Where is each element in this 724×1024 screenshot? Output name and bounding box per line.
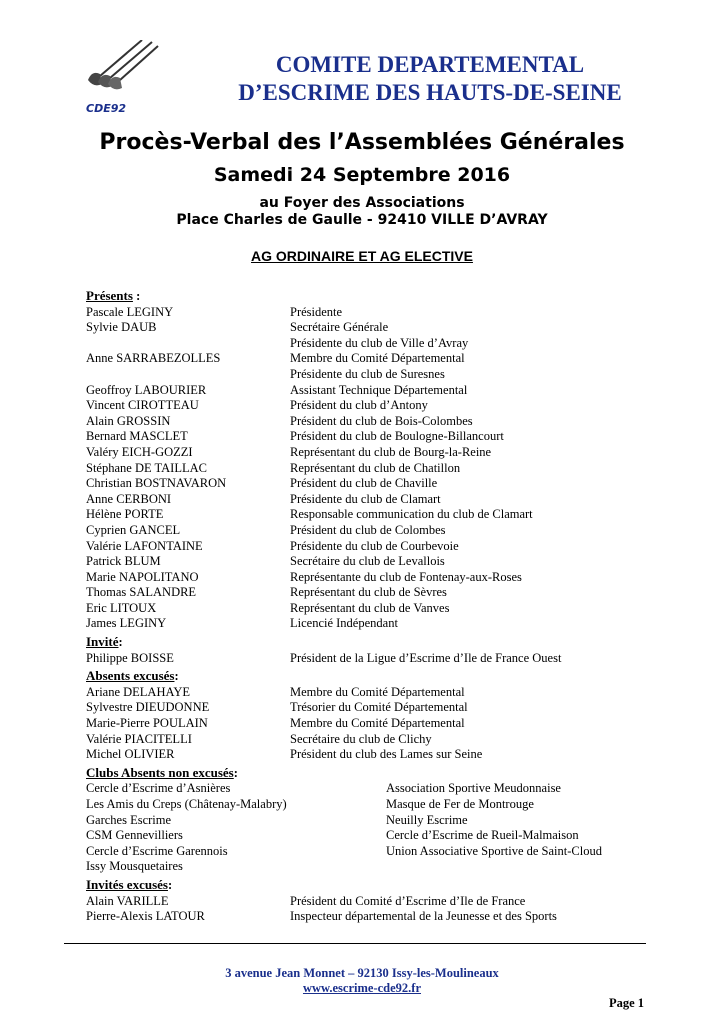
guest-row-name: Alain VARILLE: [86, 893, 169, 908]
present-row: [86, 398, 656, 414]
present-row: [86, 554, 656, 570]
presents-colon: :: [132, 289, 141, 303]
present-row-name: Vincent CIROTTEAU: [86, 398, 199, 413]
club-row: [86, 813, 656, 829]
present-row: [86, 616, 656, 632]
present-row-role: Membre du Comité Départemental: [290, 351, 465, 366]
document-title: Procès-Verbal des l’Assemblées Générales: [99, 130, 625, 155]
meeting-date: Samedi 24 Septembre 2016: [213, 164, 511, 186]
invite-heading-line: [86, 634, 656, 651]
present-row-name: Sylvie DAUB: [86, 320, 157, 335]
present-row-role: Représentant du club de Chatillon: [290, 460, 461, 475]
present-row-role: Président du club de Bois-Colombes: [290, 413, 473, 428]
club-row: [86, 797, 656, 813]
presents-heading: Présents: [86, 288, 133, 303]
guest-row: [86, 909, 656, 925]
club-row: [86, 781, 656, 797]
present-row-name: Anne CERBONI: [86, 491, 172, 506]
club-row-left: Garches Escrime: [86, 812, 172, 827]
absent-row-name: Valérie PIACITELLI: [86, 731, 192, 746]
present-row: [86, 507, 656, 523]
clubs-heading-line: [86, 765, 656, 782]
absent-row-name: Ariane DELAHAYE: [86, 684, 191, 699]
org-name-line1: COMITE DEPARTEMENTAL: [275, 52, 585, 77]
club-row: [86, 859, 656, 875]
present-row: [86, 351, 656, 367]
present-row: [86, 539, 656, 555]
present-row: [86, 305, 656, 321]
cde92-logo: [82, 40, 162, 120]
present-row: [86, 523, 656, 539]
present-row-role: Licencié Indépendant: [290, 616, 398, 631]
footer-website-link[interactable]: www.escrime-cde92.fr: [302, 981, 421, 995]
absents-heading: Absents excusés: [86, 668, 175, 684]
present-row-name: Geoffroy LABOURIER: [86, 382, 207, 397]
invite-row: [86, 651, 656, 667]
absent-row: [86, 747, 656, 763]
present-row-name: Cyprien GANCEL: [86, 522, 181, 537]
club-row-right: Masque de Fer de Montrouge: [386, 797, 534, 811]
absent-row-role: Président du club des Lames sur Seine: [290, 747, 483, 762]
guest-row-role: Inspecteur départemental de la Jeunesse et des Sports: [290, 909, 557, 924]
meeting-venue: au Foyer des Associations: [259, 195, 465, 211]
present-row-name: Stéphane DE TAILLAC: [86, 460, 207, 475]
present-row-name: Eric LITOUX: [86, 600, 157, 615]
present-row-name: Patrick BLUM: [86, 554, 161, 569]
present-row: [86, 367, 656, 383]
present-row: [86, 320, 656, 336]
present-row-name: Bernard MASCLET: [86, 429, 188, 444]
present-row-name: Valérie LAFONTAINE: [86, 538, 203, 553]
absent-row-name: Marie-Pierre POULAIN: [86, 716, 208, 731]
invites-list: [86, 651, 656, 667]
present-row: [86, 570, 656, 586]
present-row-name: [86, 367, 290, 383]
present-row: [86, 461, 656, 477]
present-row-role: Représentant du club de Vanves: [290, 600, 450, 615]
absent-row-role: Secrétaire du club de Clichy: [290, 731, 432, 746]
absent-row: [86, 716, 656, 732]
club-row-right: Cercle d’Escrime de Rueil-Malmaison: [386, 828, 579, 843]
absent-row-name: Michel OLIVIER: [86, 747, 175, 762]
club-row-left: CSM Gennevilliers: [86, 828, 183, 843]
present-row-name: James LEGINY: [86, 616, 167, 631]
club-row-left: Cercle d’Escrime d’Asnières: [86, 781, 231, 796]
present-row-name: [86, 336, 290, 352]
present-row-role: Présidente du club de Clamart: [290, 491, 441, 506]
club-row-left: Issy Mousquetaires: [86, 859, 183, 874]
meeting-address: Place Charles de Gaulle - 92410 VILLE D’AVRAY: [176, 212, 548, 228]
club-row-right: Neuilly Escrime: [386, 812, 468, 827]
present-row: [86, 336, 656, 352]
invite-colon: :: [118, 635, 123, 650]
invite-heading: Invité: [86, 634, 119, 650]
absent-row: [86, 685, 656, 701]
club-row-right: Association Sportive Meudonnaise: [386, 781, 561, 796]
absent-row-role: Membre du Comité Départemental: [290, 684, 465, 699]
present-row: [86, 476, 656, 492]
present-row-name: Alain GROSSIN: [86, 413, 171, 428]
presents-heading-line: [86, 288, 656, 305]
present-row-name: Valéry EICH-GOZZI: [86, 444, 193, 459]
present-row-role: Président du club de Colombes: [290, 522, 446, 537]
present-row-role: Représentant du club de Bourg-la-Reine: [290, 444, 492, 459]
present-row: [86, 414, 656, 430]
present-row: [86, 445, 656, 461]
present-row: [86, 383, 656, 399]
guest-row-role: Président du Comité d’Escrime d’Ile de France: [290, 893, 526, 908]
guests-list: [86, 894, 656, 925]
present-row-role: Présidente du club de Suresnes: [290, 366, 445, 381]
presents-list: [86, 305, 656, 632]
clubs-list: [86, 781, 656, 875]
page-number: Page 1: [608, 996, 644, 1010]
absent-row: [86, 732, 656, 748]
present-row-role: Représentante du club de Fontenay-aux-Roses: [290, 569, 522, 584]
present-row-role: Présidente: [290, 304, 343, 319]
absent-row-name: Sylvestre DIEUDONNE: [86, 700, 210, 715]
logo-text: CDE92: [86, 102, 127, 115]
present-row-name: Pascale LEGINY: [86, 304, 174, 319]
present-row-name: Thomas SALANDRE: [86, 585, 197, 600]
footer-divider: [64, 943, 646, 944]
guest-row: [86, 894, 656, 910]
present-row-role: Secrétaire du club de Levallois: [290, 554, 445, 569]
guests-heading-line: [86, 877, 656, 894]
present-row: [86, 601, 656, 617]
absents-list: [86, 685, 656, 763]
invite-row-name: Philippe BOISSE: [86, 650, 174, 665]
present-row-role: Présidente du club de Courbevoie: [290, 538, 459, 553]
invite-row-role: Président de la Ligue d’Escrime d’Ile de France Ouest: [290, 650, 562, 665]
club-row-left: Cercle d’Escrime Garennois: [86, 843, 228, 858]
absents-colon: :: [174, 669, 179, 684]
guests-heading: Invités excusés: [86, 876, 168, 892]
present-row-name: Marie NAPOLITANO: [86, 569, 199, 584]
absents-heading-line: [86, 668, 656, 685]
present-row-role: Président du club d’Antony: [290, 398, 428, 413]
club-row-left: Les Amis du Creps (Châtenay-Malabry): [86, 797, 287, 811]
absent-row: [86, 700, 656, 716]
club-row-right: Union Associative Sportive de Saint-Cloud: [386, 843, 602, 858]
footer-address: 3 avenue Jean Monnet – 92130 Issy-les-Moulineaux: [225, 966, 499, 980]
present-row-name: Hélène PORTE: [86, 507, 164, 522]
present-row-role: Responsable communication du club de Clamart: [290, 507, 533, 522]
present-row: [86, 492, 656, 508]
guest-row-name: Pierre-Alexis LATOUR: [86, 909, 205, 924]
clubs-heading: Clubs Absents non excusés: [86, 764, 234, 780]
present-row: [86, 429, 656, 445]
present-row-role: Représentant du club de Sèvres: [290, 585, 447, 600]
present-row-role: Présidente du club de Ville d’Avray: [290, 335, 469, 350]
present-row-role: Assistant Technique Départemental: [290, 382, 468, 397]
present-row-role: Secrétaire Générale: [290, 320, 389, 335]
attendance-content: [86, 288, 656, 925]
absent-row-role: Membre du Comité Départemental: [290, 716, 465, 731]
org-name-line2: D’ESCRIME DES HAUTS-DE-SEINE: [238, 80, 622, 105]
clubs-colon: :: [233, 765, 238, 780]
club-row: [86, 828, 656, 844]
present-row-role: Président du club de Boulogne-Billancourt: [290, 429, 504, 444]
absent-row-role: Trésorier du Comité Départemental: [290, 700, 468, 715]
guests-colon: :: [167, 877, 173, 892]
present-row-name: Christian BOSTNAVARON: [86, 476, 227, 491]
meeting-subtitle: AG ORDINAIRE ET AG ELECTIVE: [251, 248, 473, 264]
club-row: [86, 844, 656, 860]
present-row: [86, 585, 656, 601]
present-row-role: Président du club de Chaville: [290, 476, 438, 491]
present-row-name: Anne SARRABEZOLLES: [86, 351, 221, 366]
